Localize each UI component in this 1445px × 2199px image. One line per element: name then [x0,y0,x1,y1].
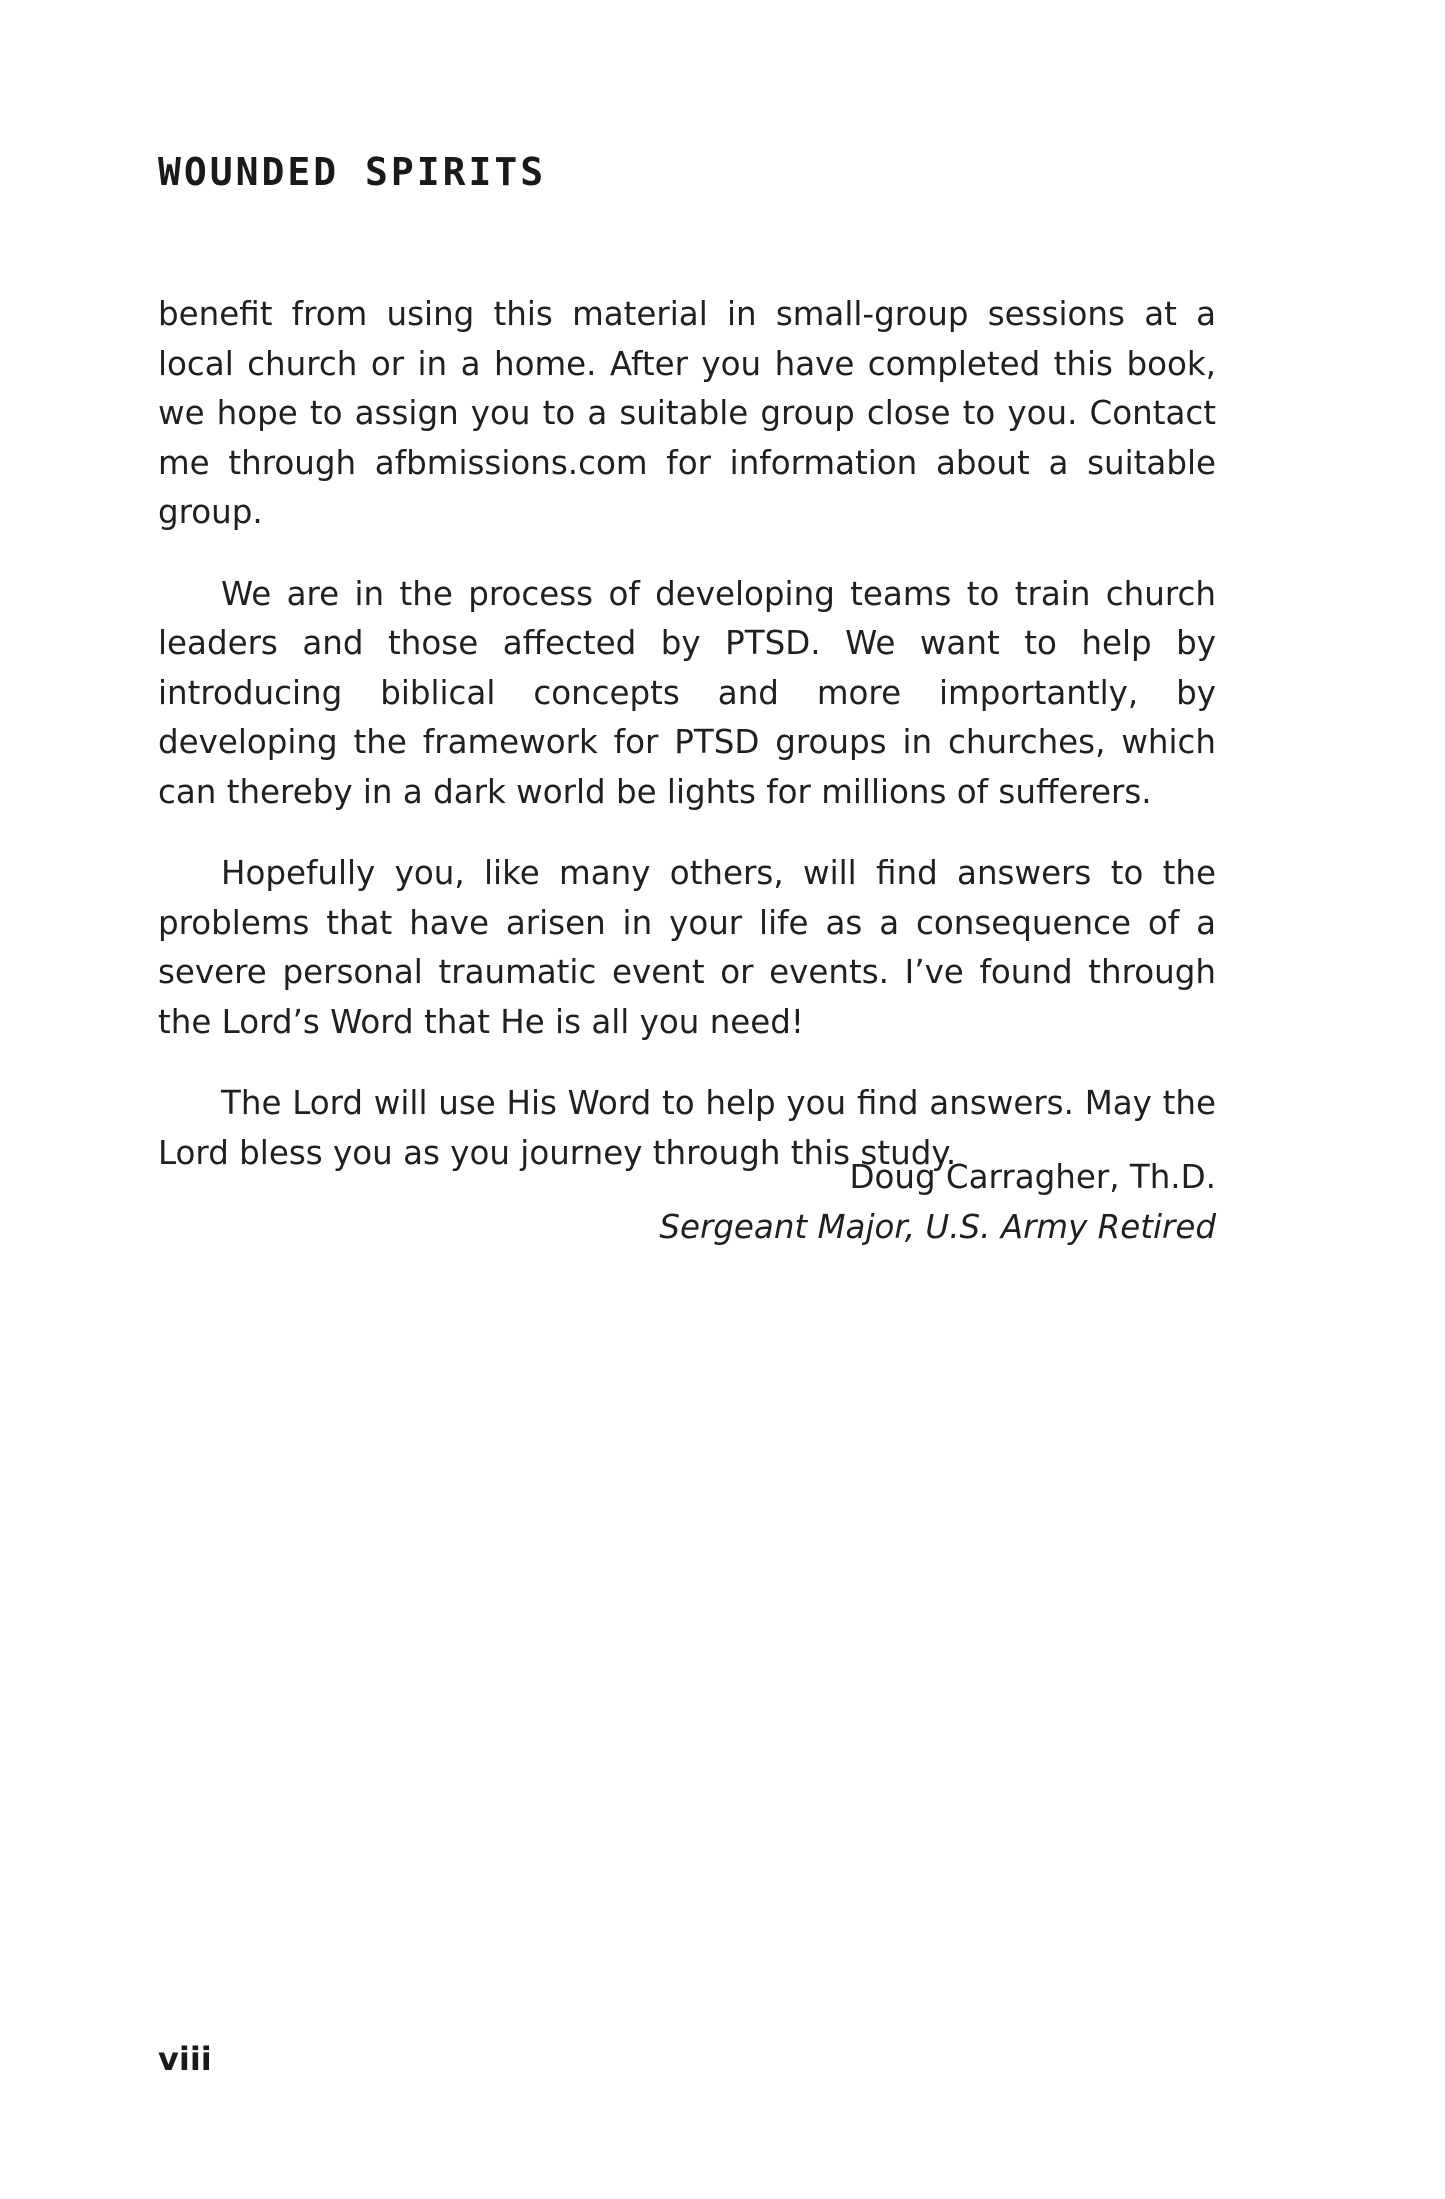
running-head-title: WOUNDED SPIRITS [158,150,547,194]
signature-block [158,1153,1216,1252]
paragraph-4: The Lord will use His Word to help you find answers. May the Lord bless you as you journey through this study. [158,1084,1216,1172]
paragraph-1: benefit from using this material in small-group sessions at a local church or in a home. After you have completed this book, we hope to assign you to a suitable group close to you. Contact me through afbmissions.com for information about a suitable group. [158,295,1216,531]
paragraph-2: We are in the process of developing teams to train church leaders and those affected by PTSD. We want to help by introducing biblical concepts and more importantly, by developing the framework for PTSD groups in churches, which can thereby in a dark world be lights for millions of sufferers. [158,574,1216,811]
page-number: viii [158,2040,212,2078]
paragraph-3: Hopefully you, like many others, will find answers to the problems that have arisen in your life as a consequence of a severe personal traumatic event or events. I’ve found through the Lord’s Word that He is all you need! [158,854,1216,1041]
body-text [158,290,1216,1210]
author-title: Sergeant Major, U.S. Army Retired [659,1207,1216,1246]
author-name: Doug Carragher, Th.D. [849,1158,1216,1196]
